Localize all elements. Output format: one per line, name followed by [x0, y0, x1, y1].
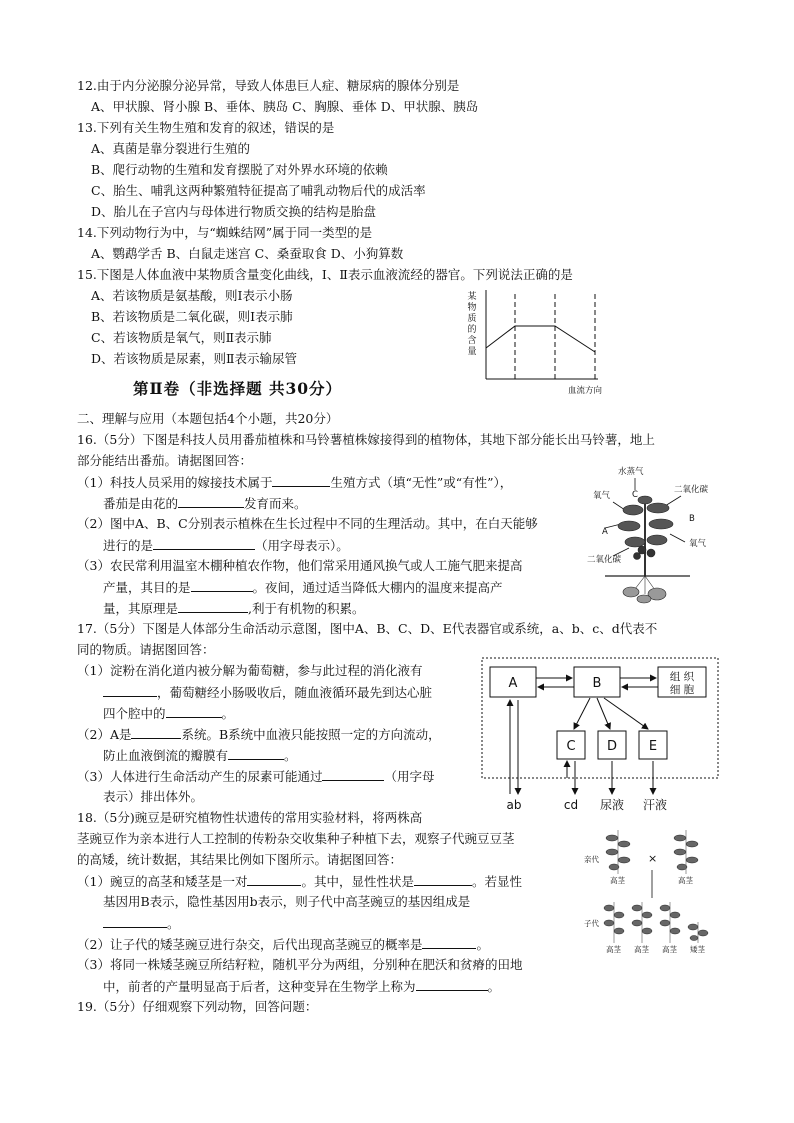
q17-part2-line1 — [77, 725, 441, 744]
q16-intro-line1: 16.（5分）下图是科技人员用番茄植株和马铃薯植株嫁接得到的植物体，其地下部分能长出马铃薯，地上 — [77, 432, 655, 447]
q15-option-c: C、若该物质是氧气，则Ⅱ表示肺 — [91, 330, 272, 345]
q16-text: （1）科技人员采用的嫁接技术属于 — [77, 475, 273, 490]
q16-label-co2: 二氧化碳 — [674, 485, 709, 495]
q18-parent-plant — [674, 830, 698, 874]
q16-part2-line1: （2）图中A、B、C分别表示植株在生长过程中不同的生理活动。其中，在白天能够 — [77, 516, 538, 531]
q15-ylabel-char: 某 — [467, 292, 477, 302]
q18-label-parent: 亲代 — [584, 855, 599, 864]
answer-blank[interactable] — [422, 935, 476, 949]
q16-label-oxygen: 氧气 — [689, 539, 707, 549]
q16-part3-line2 — [103, 578, 503, 597]
q16-label-water-vapor: 水蒸气 — [618, 467, 644, 477]
q18-label-tall: 高茎 — [606, 945, 621, 954]
q17-label-tissue-line1: 组 织 — [669, 671, 695, 683]
q15-ylabel-char: 的 — [467, 325, 477, 335]
q17-text: 四个腔中的 — [103, 706, 166, 721]
answer-blank[interactable] — [247, 872, 301, 886]
q16-text: 进行的是 — [103, 538, 154, 553]
q17-part3-line2: 表示）排出体外。 — [103, 789, 204, 804]
q17-part3-line1 — [77, 767, 434, 786]
q18-intro-line3: 的高矮，统计数据，其结果比例如下图所示。请据图回答： — [77, 852, 403, 867]
q18-part1-line3 — [103, 914, 180, 933]
answer-blank[interactable] — [272, 473, 330, 487]
q15-option-d: D、若该物质是尿素，则Ⅱ表示输尿管 — [91, 351, 298, 366]
q16-part1-line2 — [103, 494, 307, 513]
q17-part2-line2 — [103, 746, 297, 765]
q18-text: 。 — [487, 979, 501, 994]
q18-part2-line1 — [77, 935, 489, 954]
q16-part3-line3 — [103, 599, 365, 618]
q17-label-b: B — [592, 676, 602, 691]
q18-label-short: 矮茎 — [690, 945, 705, 954]
section2-subtitle: 二、理解与应用（本题包括4个小题，共20分） — [77, 411, 339, 426]
q12-options: A、甲状腺、肾小腺 B、垂体、胰岛 C、胸腺、垂体 D、甲状腺、胰岛 — [91, 99, 479, 114]
q18-label-tall: 高茎 — [678, 876, 693, 885]
q16-label-oxygen: 氧气 — [593, 491, 611, 501]
q17-part1-line2 — [103, 683, 432, 702]
q17-label-a: A — [508, 676, 518, 691]
q13-option-a: A、真菌是靠分裂进行生殖的 — [91, 141, 251, 156]
q14-stem: 14.下列动物行为中，与“蜘蛛结网”属于同一类型的是 — [77, 225, 373, 240]
q15-stem: 15.下图是人体血液中某物质含量变化曲线，I、Ⅱ表示血液流经的器官。下列说法正确的是 — [77, 267, 573, 282]
q17-label-sweat: 汗液 — [642, 798, 668, 812]
q17-body-diagram — [478, 654, 722, 814]
q14-options: A、鹦鹉学舌 B、白鼠走迷宫 C、桑蚕取食 D、小狗算数 — [91, 246, 404, 261]
q17-text: 。 — [284, 748, 297, 763]
q16-part2-line2 — [103, 536, 349, 555]
q18-child-plant — [660, 902, 680, 943]
q13-option-c: C、胎生、哺乳这两种繁殖特征提高了哺乳动物后代的成活率 — [91, 183, 426, 198]
q18-child-plant — [604, 902, 624, 943]
q17-text: （2）A是 — [77, 727, 132, 742]
answer-blank[interactable] — [103, 683, 157, 697]
q18-label-tall: 高茎 — [610, 876, 625, 885]
q15-graph-xlabel: 血流方向 — [568, 386, 602, 396]
q18-parent-plant — [606, 830, 630, 874]
section2-title: 第Ⅱ卷（非选择题 共30分） — [133, 379, 343, 398]
q17-text: （3）人体进行生命活动产生的尿素可能通过 — [77, 769, 323, 784]
q15-curve — [486, 326, 595, 352]
answer-blank[interactable] — [153, 536, 255, 550]
q18-label-tall: 高茎 — [634, 945, 649, 954]
q17-intro-line2: 同的物质。请据图回答： — [77, 642, 215, 657]
q16-text: 番茄是由花的 — [103, 496, 179, 511]
q17-text: ，葡萄糖经小肠吸收后，随血液循环最先到达心脏 — [157, 685, 433, 700]
q18-child-plant-short — [688, 922, 708, 943]
q18-text: 。 — [167, 916, 180, 931]
q13-option-d: D、胎儿在子宫内与母体进行物质交换的结构是胎盘 — [91, 204, 377, 219]
q17-text: 系统。B系统中血液只能按照一定的方向流动， — [181, 727, 441, 742]
q19-stem: 19.（5分）仔细观察下列动物，回答问题： — [77, 999, 318, 1014]
q18-part1-line1 — [77, 872, 522, 891]
q18-label-cross: × — [648, 852, 658, 865]
answer-blank[interactable] — [131, 725, 181, 739]
q18-pea-cross-figure — [582, 822, 722, 958]
q16-text: 量，其原理是 — [103, 601, 179, 616]
q16-text: （用字母表示）。 — [255, 538, 349, 553]
q16-text: 发育而来。 — [244, 496, 307, 511]
q17-intro-line1: 17.（5分）下图是人体部分生命活动示意图，图中A、B、C、D、E代表器官或系统，a、b、c、d代表不 — [77, 621, 658, 636]
q16-label-c: C — [632, 490, 638, 500]
q16-intro-line2: 部分能结出番茄。请据图回答： — [77, 453, 253, 468]
q16-potato-roots — [623, 576, 666, 603]
q15-option-b: B、若该物质是二氧化碳，则Ⅰ表示肺 — [91, 309, 293, 324]
q18-child-plant — [632, 902, 652, 943]
q16-label-b: B — [689, 514, 695, 524]
q18-part3-line2 — [103, 977, 500, 996]
q17-label-e: E — [648, 739, 658, 754]
q17-part1-line1: （1）淀粉在消化道内被分解为葡萄糖，参与此过程的消化液有 — [77, 663, 423, 678]
q13-stem: 13.下列有关生物生殖和发育的叙述，错误的是 — [77, 120, 335, 135]
answer-blank[interactable] — [166, 704, 222, 718]
answer-blank[interactable] — [178, 599, 248, 613]
answer-blank[interactable] — [322, 767, 384, 781]
q16-plant-figure — [585, 464, 720, 606]
q17-text: 防止血液倒流的瓣膜有 — [103, 748, 229, 763]
q16-label-a: A — [602, 527, 608, 537]
answer-blank[interactable] — [178, 494, 244, 508]
q17-label-urine: 尿液 — [599, 798, 625, 812]
q18-part3-line1: （3）将同一株矮茎豌豆所结籽粒，随机平分为两组，分别种在肥沃和贫瘠的田地 — [77, 957, 523, 972]
q17-label-c: C — [566, 739, 576, 754]
q17-text: 。 — [221, 706, 235, 721]
q15-ylabel-char: 量 — [467, 347, 477, 357]
q16-text: 产量，其目的是 — [103, 580, 191, 595]
answer-blank[interactable] — [228, 746, 284, 760]
q18-intro-line1: 18.（5分)豌豆是研究植物性状遗传的常用实验材料，将两株高 — [77, 810, 423, 825]
q15-graph-ylabel — [467, 290, 476, 357]
q17-label-tissue-line2: 细 胞 — [669, 684, 695, 696]
q16-part1-line1 — [77, 473, 512, 492]
q18-text: 。若显性 — [471, 874, 522, 889]
q16-part3-line1: （3）农民常利用温室木棚种植农作物，他们常采用通风换气或人工施气肥来提高 — [77, 558, 523, 573]
q18-text: 中，前者的产量明显高于后者，这种变异在生物学上称为 — [103, 979, 416, 994]
answer-blank[interactable] — [416, 977, 488, 991]
q15-ylabel-char: 质 — [467, 314, 477, 324]
q15-concentration-graph — [462, 288, 602, 400]
q16-text: ,利于有机物的积累。 — [248, 601, 365, 616]
q16-label-co2: 二氧化碳 — [587, 555, 622, 565]
q18-text: （1）豌豆的高茎和矮茎是一对 — [77, 874, 248, 889]
q17-part1-line3 — [103, 704, 234, 723]
q15-ylabel-char: 含 — [467, 336, 477, 346]
answer-blank[interactable] — [414, 872, 472, 886]
q17-label-d: D — [606, 739, 618, 754]
answer-blank[interactable] — [191, 578, 253, 592]
q17-label-cd: cd — [563, 798, 579, 812]
q17-text: （用字母 — [384, 769, 435, 784]
q18-label-child: 子代 — [584, 919, 599, 928]
q18-text: 。 — [476, 937, 489, 952]
q17-label-ab: ab — [506, 798, 522, 812]
answer-blank[interactable] — [103, 914, 167, 928]
q16-plant-foliage — [618, 496, 673, 576]
q18-text: （2）让子代的矮茎豌豆进行杂交，后代出现高茎豌豆的概率是 — [77, 937, 423, 952]
q13-option-b: B、爬行动物的生殖和发育摆脱了对外界水环境的依赖 — [91, 162, 388, 177]
q18-part1-line2: 基因用B表示，隐性基因用b表示，则子代中高茎豌豆的基因组成是 — [103, 894, 471, 909]
q16-text: 生殖方式（填“无性”或“有性”）， — [330, 475, 513, 490]
q16-text: 。夜间，通过适当降低大棚内的温度来提高产 — [252, 580, 503, 595]
q18-text: 。其中，显性性状是 — [301, 874, 414, 889]
q15-option-a: A、若该物质是氨基酸，则Ⅰ表示小肠 — [91, 288, 293, 303]
q15-ylabel-char: 物 — [467, 303, 477, 313]
q18-intro-line2: 茎豌豆作为亲本进行人工控制的传粉杂交收集种子种植下去，观察子代豌豆豆茎 — [77, 831, 515, 846]
q12-stem: 12.由于内分泌腺分泌异常，导致人体患巨人症、糖尿病的腺体分别是 — [77, 78, 460, 93]
q18-label-tall: 高茎 — [662, 945, 677, 954]
